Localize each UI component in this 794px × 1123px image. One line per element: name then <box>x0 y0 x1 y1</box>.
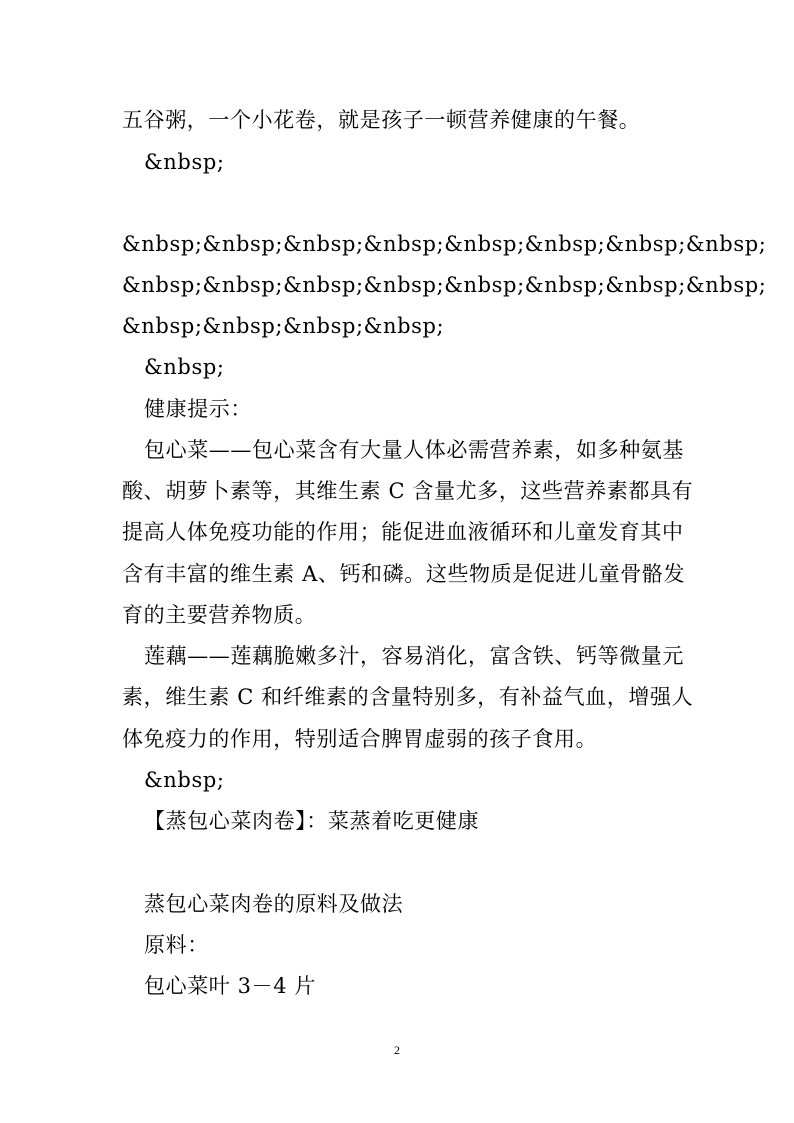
text-line: 育的主要营养物质。 <box>122 603 317 627</box>
text-line: 莲藕——莲藕脆嫩多汁，容易消化，富含铁、钙等微量元 <box>144 644 684 668</box>
text-line: 体免疫力的作用，特别适合脾胃虚弱的孩子食用。 <box>122 727 598 751</box>
text-line: &nbsp; <box>144 150 225 174</box>
text-line: &nbsp;&nbsp;&nbsp;&nbsp;&nbsp;&nbsp;&nbsp;&nbsp; <box>122 232 767 256</box>
section-heading: 健康提示： <box>144 397 252 421</box>
text-line: 酸、胡萝卜素等，其维生素 C 含量尤多，这些营养素都具有 <box>122 479 694 503</box>
text-line: &nbsp;&nbsp;&nbsp;&nbsp; <box>122 314 445 338</box>
text-line: 五谷粥，一个小花卷，就是孩子一顿营养健康的午餐。 <box>122 108 641 132</box>
text-line: 原料： <box>144 933 209 957</box>
recipe-title: 【蒸包心菜肉卷】：菜蒸着吃更健康 <box>144 809 480 833</box>
text-line: 提高人体免疫功能的作用；能促进血液循环和儿童发育其中 <box>122 520 684 544</box>
text-line: 含有丰富的维生素 A、钙和磷。这些物质是促进儿童骨骼发 <box>122 562 686 586</box>
text-line: 包心菜叶 3－4 片 <box>144 974 317 998</box>
text-line: &nbsp; <box>144 768 225 792</box>
text-line: 素，维生素 C 和纤维素的含量特别多，有补益气血，增强人 <box>122 685 694 709</box>
text-line: 蒸包心菜肉卷的原料及做法 <box>144 892 404 916</box>
text-line: &nbsp; <box>144 355 225 379</box>
text-line: &nbsp;&nbsp;&nbsp;&nbsp;&nbsp;&nbsp;&nbsp;&nbsp; <box>122 273 767 297</box>
page-number: 2 <box>394 1043 400 1057</box>
text-line: 包心菜——包心菜含有大量人体必需营养素，如多种氨基 <box>144 438 684 462</box>
